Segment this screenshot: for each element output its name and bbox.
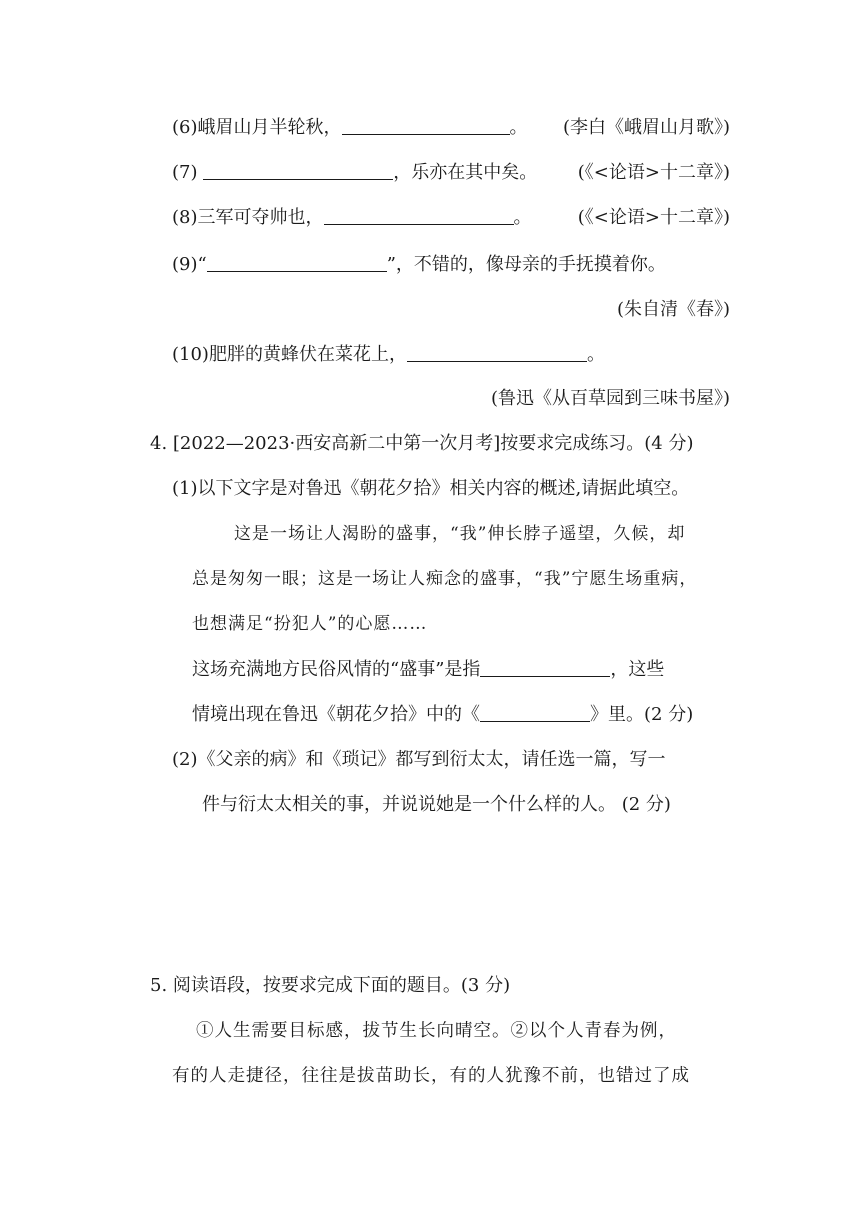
fill-prefix: 这场充满地方民俗风情的“盛事”是指	[192, 659, 481, 680]
q3-item-9-source: (朱自清《春》)	[616, 299, 730, 320]
q5-title: 5. 阅读语段，按要求完成下面的题目。(3 分)	[150, 975, 511, 996]
item-suffix: ”，不错的，像母亲的手抚摸着你。	[386, 254, 666, 275]
item-suffix: 。	[509, 117, 528, 138]
q4-quote-line-3: 也想满足“扮犯人”的心愿……	[192, 614, 428, 634]
q3-item-8-source: (《<论语>十二章》)	[577, 207, 730, 228]
item-prefix: (6)峨眉山月半轮秋，	[172, 117, 342, 138]
fill-suffix: 》里。(2 分)	[590, 704, 694, 725]
answer-blank[interactable]	[207, 253, 387, 272]
item-prefix: (10)肥胖的黄蜂伏在菜花上，	[172, 344, 407, 365]
q4-quote-line-1: 这是一场让人渴盼的盛事，“我”伸长脖子遥望，久候，却	[234, 524, 686, 544]
q3-item-10-source: (鲁迅《从百草园到三味书屋》)	[490, 388, 730, 409]
q4-fill-line-1	[192, 657, 664, 683]
q3-item-9	[172, 252, 666, 278]
fill-prefix: 情境出现在鲁迅《朝花夕拾》中的《	[192, 704, 480, 725]
q3-item-8	[172, 205, 532, 231]
q4-title: 4. [2022—2023·西安高新二中第一次月考]按要求完成练习。(4 分)	[150, 433, 694, 454]
q4-fill-line-2	[192, 702, 693, 728]
q3-item-6	[172, 115, 528, 141]
item-prefix: (9)“	[172, 254, 207, 275]
answer-blank[interactable]	[342, 116, 510, 135]
q4-quote-line-2: 总是匆匆一眼；这是一场让人痴念的盛事，“我”宁愿生场重病，	[192, 569, 698, 589]
item-suffix: ，乐亦在其中矣。	[393, 162, 538, 183]
answer-blank[interactable]	[480, 658, 610, 677]
q3-item-7	[172, 160, 537, 186]
q3-item-7-source: (《<论语>十二章》)	[577, 162, 730, 183]
item-suffix: 。	[513, 207, 532, 228]
q4-sub2-line-1: (2)《父亲的病》和《琐记》都写到衍太太，请任选一篇，写一	[172, 749, 666, 770]
q3-item-10	[172, 342, 605, 368]
q4-sub1-prompt: (1)以下文字是对鲁迅《朝花夕拾》相关内容的概述,请据此填空。	[172, 478, 690, 499]
item-prefix: (7)	[172, 162, 204, 183]
q3-item-6-source: (李白《峨眉山月歌》)	[562, 117, 730, 138]
q5-paragraph-line-1: ①人生需要目标感，拔节生长向晴空。②以个人青春为例，	[196, 1021, 677, 1041]
item-suffix: 。	[586, 344, 605, 365]
answer-area[interactable]	[172, 830, 732, 950]
fill-suffix: ，这些	[610, 659, 665, 680]
answer-blank[interactable]	[203, 161, 393, 180]
item-prefix: (8)三军可夺帅也，	[172, 207, 324, 228]
q4-sub2-line-2: 件与衍太太相关的事，并说说她是一个什么样的人。 (2 分)	[202, 794, 671, 815]
q5-paragraph-line-2: 有的人走捷径，往往是拔苗助长，有的人犹豫不前，也错过了成	[172, 1066, 690, 1086]
answer-blank[interactable]	[480, 703, 590, 722]
answer-blank[interactable]	[324, 206, 514, 225]
answer-blank[interactable]	[407, 343, 587, 362]
